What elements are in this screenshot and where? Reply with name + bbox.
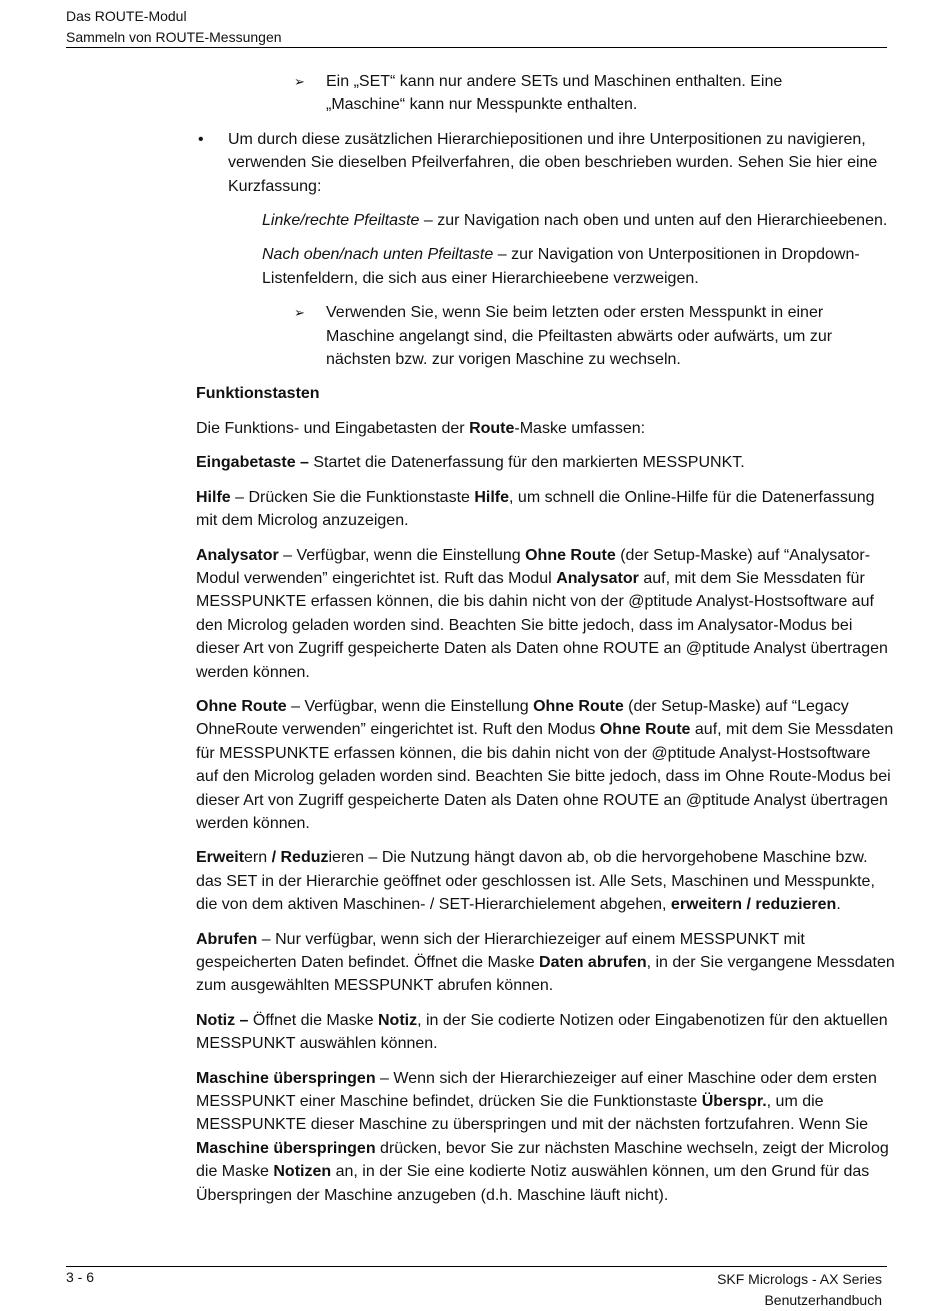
text: Öffnet die Maske xyxy=(248,1011,378,1029)
bold-term: Route xyxy=(469,419,515,437)
nav-desc: – zur Navigation nach oben und unten auf den Hierarchieebenen. xyxy=(419,212,888,230)
key-term: Hilfe xyxy=(196,488,231,506)
text: – Verfügbar, wenn die Einstellung xyxy=(286,697,534,715)
text: – Verfügbar, wenn die Einstellung xyxy=(278,546,526,564)
bold-term: Ohne Route xyxy=(599,721,691,739)
key-ohne-route xyxy=(196,695,896,835)
text: Die Funktions- und Eingabetasten der xyxy=(196,419,470,437)
arrow-bullet-set xyxy=(196,70,896,117)
key-term: Ohne Route xyxy=(196,697,287,715)
key-term: / Reduz xyxy=(271,849,329,867)
nav-term: Linke/rechte Pfeiltaste xyxy=(262,212,420,230)
text: auf, mit dem Sie Messdaten für MESSPUNKTE erfassen können, die bis dahin nicht von der @ptitude Analyst-Hostsoftware auf den Microlog geladen worden sind. Beachten Sie bitte jedoch, dass im Ohne Route-Modus bei dieser Art von Zugriff gespeicherte Daten als Daten ohne ROUTE an @ptitude Analyst übertragen werden können. xyxy=(196,721,894,832)
header-title: Das ROUTE-Modul xyxy=(66,8,187,24)
bold-term: Maschine überspringen xyxy=(196,1139,376,1157)
key-term: Notiz – xyxy=(196,1011,249,1029)
text: . xyxy=(836,896,841,914)
text: – Die Nutzung hängt davon ab, ob die hervorgehobene Maschine bzw. das SET in der Hierarchie geöffnet oder geschlossen ist. Alle Sets, Maschinen und Messpunkte, die von dem aktiven Maschinen- / SET-Hierarchielement abgehen, xyxy=(196,849,875,914)
text: ieren xyxy=(328,849,365,867)
arrow-bullet-machine xyxy=(196,301,896,371)
arrow-line-2: „Maschine“ kann nur Messpunkte enthalten. xyxy=(326,96,638,114)
text: -Maske umfassen: xyxy=(514,419,646,437)
key-maschine-ueberspringen xyxy=(196,1067,896,1207)
text: , in der Sie vergangene Messdaten zum ausgewählten MESSPUNKT abrufen können. xyxy=(196,954,895,995)
bullet-text: Um durch diese zusätzlichen Hierarchiepositionen und ihre Unterpositionen zu navigieren, verwenden Sie dieselben Pfeilverfahren, die oben beschrieben wurden. Sehen Sie hier eine Kurzfassung: xyxy=(228,130,878,195)
text: – Nur verfügbar, wenn sich der Hierarchiezeiger auf einem MESSPUNKT mit gespeicherten Daten befindet. Öffnet die Maske xyxy=(196,930,805,971)
nav-desc: – zur Navigation von Unterpositionen in Dropdown-Listenfeldern, die sich aus einer Hierarchieebene verzweigen. xyxy=(262,246,860,287)
key-term: Abrufen xyxy=(196,930,258,948)
key-abrufen xyxy=(196,928,896,998)
bullet-dot-icon: • xyxy=(198,130,204,148)
nav-up-down xyxy=(196,243,896,290)
text: an, in der Sie eine kodierte Notiz auswählen können, um den Grund für das Überspringen der Maschine anzugeben (d.h. Maschine läuft nicht). xyxy=(196,1163,870,1204)
key-term: Erweit xyxy=(196,849,245,867)
arrow-text: Verwenden Sie, wenn Sie beim letzten oder ersten Messpunkt in einer Maschine angelangt sind, die Pfeiltasten abwärts oder aufwärts, um zur nächsten bzw. zur vorigen Maschine zu wechseln. xyxy=(326,304,833,369)
header-subtitle: Sammeln von ROUTE-Messungen xyxy=(66,29,282,45)
key-desc: Startet die Datenerfassung für den markierten MESSPUNKT. xyxy=(308,454,745,472)
key-erweitern-reduzieren xyxy=(196,846,896,916)
key-hilfe xyxy=(196,486,896,533)
bold-term: Ohne Route xyxy=(525,546,616,564)
page-header xyxy=(66,6,282,48)
bold-term: Notiz xyxy=(378,1011,418,1029)
key-eingabe xyxy=(196,451,896,474)
bullet-navigation xyxy=(196,128,896,198)
arrow-bullet-icon: ➢ xyxy=(294,74,305,89)
body-content xyxy=(196,70,896,1218)
text: ern xyxy=(244,849,272,867)
text: , um schnell die Online-Hilfe für die Datenerfassung mit dem Microlog anzuzeigen. xyxy=(196,488,875,530)
intro-paragraph xyxy=(196,417,896,440)
key-notiz xyxy=(196,1009,896,1056)
footer-product: SKF Micrologs - AX Series xyxy=(717,1271,882,1287)
key-term: Analysator xyxy=(196,546,279,564)
nav-left-right xyxy=(196,209,896,232)
arrow-line-1: Ein „SET“ kann nur andere SETs und Maschinen enthalten. Eine xyxy=(326,73,783,90)
bold-term: erweitern / reduzieren xyxy=(670,896,837,914)
header-rule xyxy=(66,47,887,48)
bold-term: Hilfe xyxy=(474,488,510,506)
text: – Drücken Sie die Funktionstaste xyxy=(230,488,475,506)
nav-term: Nach oben/nach unten Pfeiltaste xyxy=(262,246,494,264)
text: drücken, bevor Sie zur nächsten Maschine wechseln, zeigt der Microlog die Maske xyxy=(196,1139,889,1181)
text: , in der Sie codierte Notizen oder Eingabenotizen für den aktuellen MESSPUNKT auswählen können. xyxy=(196,1011,888,1053)
text: (der Setup-Maske) auf “Analysator-Modul verwenden” eingerichtet ist. Ruft das Modul xyxy=(196,546,871,587)
footer-doc: Benutzerhandbuch xyxy=(764,1292,882,1308)
section-heading: Funktionstasten xyxy=(196,385,320,403)
text: auf, mit dem Sie Messdaten für MESSPUNKTE erfassen können, die bis dahin nicht von der @ptitude Analyst-Hostsoftware auf den Microlog geladen worden sind. Beachten Sie bitte jedoch, dass im Analysator-Modus bei dieser Art von Zugriff gespeicherte Daten als Daten ohne ROUTE an @ptitude Analyst übertragen werden können. xyxy=(196,569,888,681)
bold-term: Überspr. xyxy=(701,1093,767,1111)
page-footer xyxy=(717,1269,882,1311)
footer-rule xyxy=(66,1266,887,1267)
arrow-bullet-icon: ➢ xyxy=(294,305,305,321)
bold-term: Analysator xyxy=(556,569,639,587)
key-term: Eingabetaste – xyxy=(196,454,309,472)
key-analysator xyxy=(196,544,896,684)
key-term: Maschine überspringen xyxy=(196,1069,376,1087)
text: , um die MESSPUNKTE dieser Maschine zu überspringen und mit der nächsten fortzufahren. Wenn Sie xyxy=(196,1093,869,1134)
bold-term: Daten abrufen xyxy=(539,954,647,971)
page-number: 3 - 6 xyxy=(66,1269,95,1285)
bold-term: Ohne Route xyxy=(533,697,624,715)
bold-term: Notizen xyxy=(273,1163,332,1181)
text: – Wenn sich der Hierarchiezeiger auf einer Maschine oder dem ersten MESSPUNKT einer Maschine befindet, drücken Sie die Funktionstaste xyxy=(196,1069,877,1111)
text: (der Setup-Maske) auf “Legacy OhneRoute verwenden” eingerichtet ist. Ruft den Modus xyxy=(196,697,849,739)
